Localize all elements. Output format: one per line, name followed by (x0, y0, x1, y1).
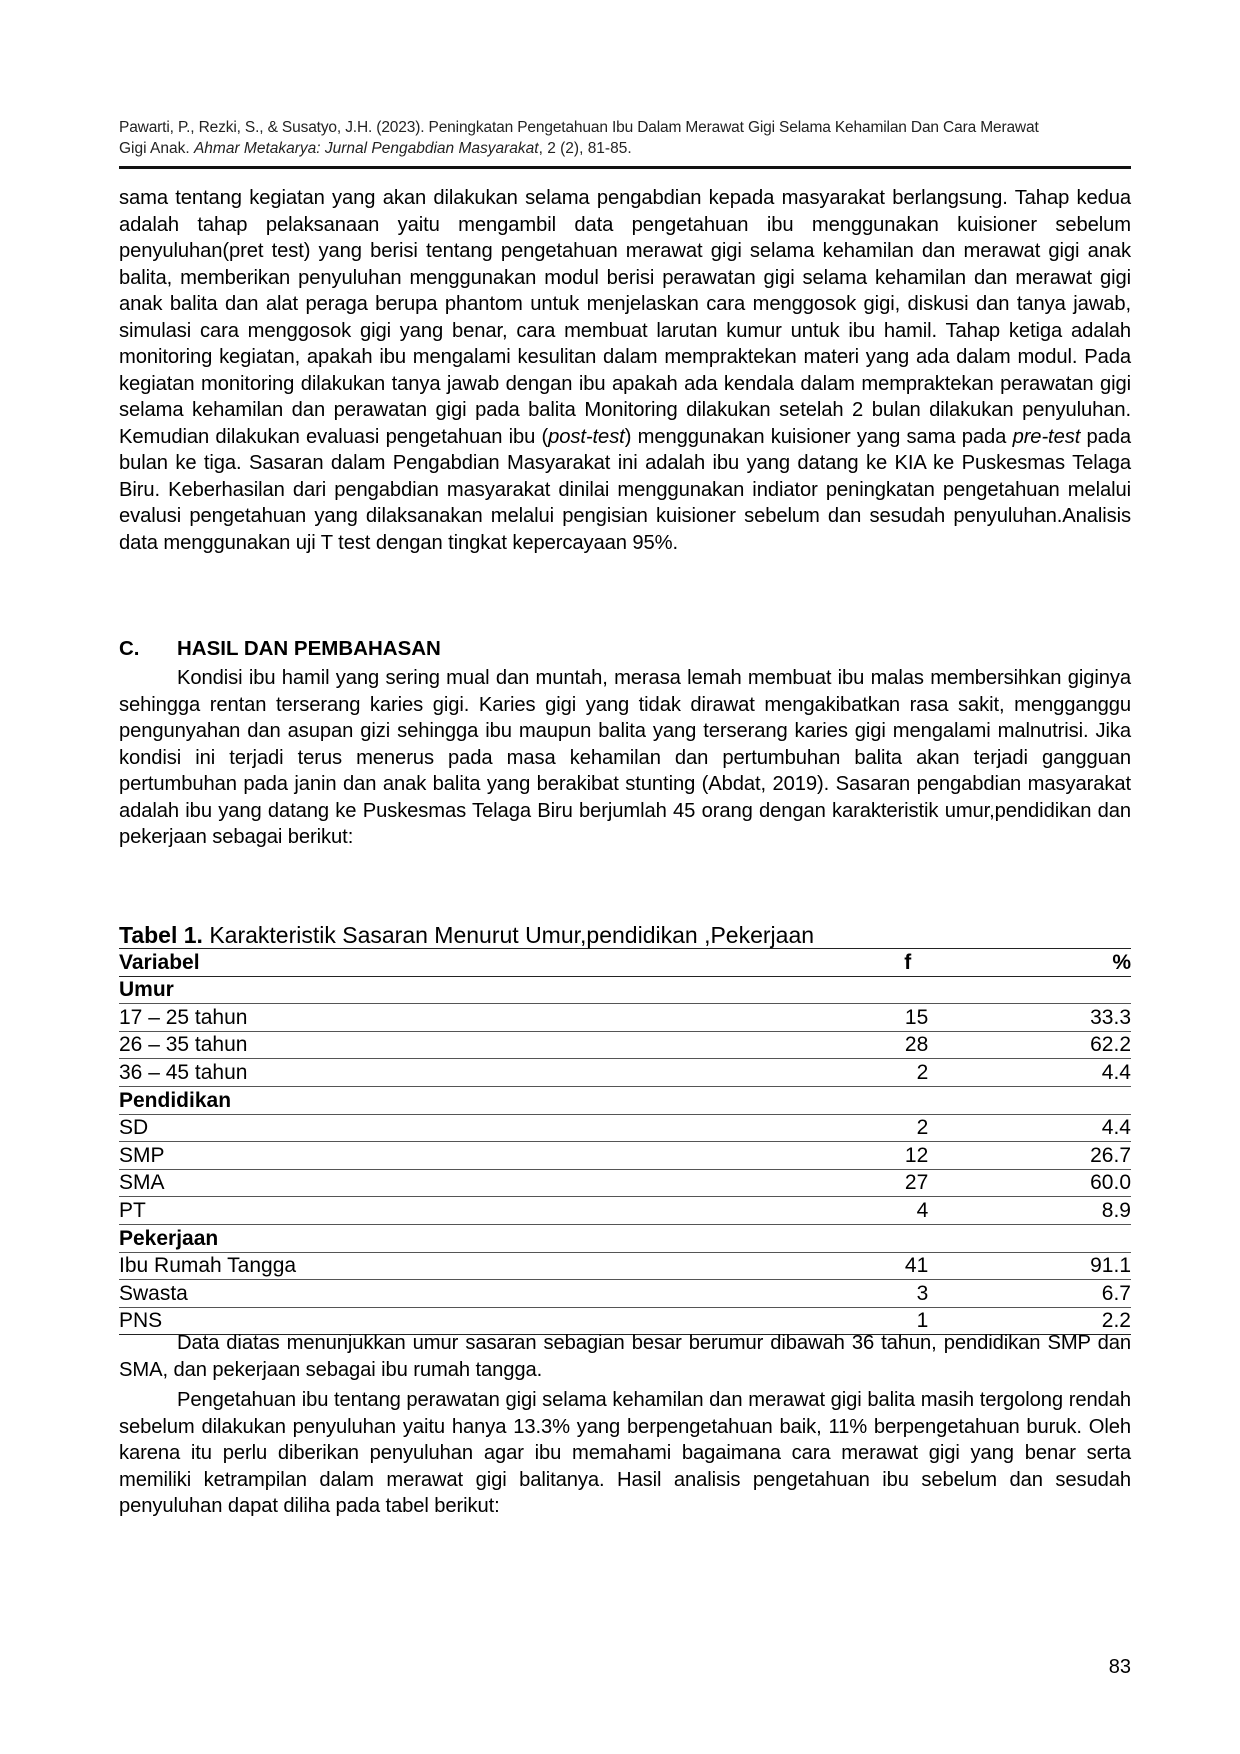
table-row (119, 1169, 1131, 1197)
table-group-row (119, 1224, 1131, 1252)
row-label: SD (119, 1116, 149, 1140)
section-title: HASIL DAN PEMBAHASAN (177, 637, 441, 660)
table-row (119, 1280, 1131, 1308)
discussion-paragraph-2: Pengetahuan ibu tentang perawatan gigi selama kehamilan dan merawat gigi balita masih tergolong rendah sebelum dilakukan penyuluhan yaitu hanya 13.3% yang berpengetahuan baik, 11% berpengetahuan buruk. Oleh karena itu perlu diberikan penyuluhan agar ibu memahami bagaimana cara merawat gigi yang benar serta memiliki ketrampilan dalam merawat gigi balitanya. Hasil analisis pengetahuan ibu sebelum dan sesudah penyuluhan dapat diliha pada tabel berikut: (119, 1389, 1131, 1517)
row-pct: 4.4 (1101, 1116, 1131, 1140)
discussion-paragraph-1: Data diatas menunjukkan umur sasaran sebagian besar berumur dibawah 36 tahun, pendidikan SMP dan SMA, dan pekerjaan sebagai ibu rumah tangga. (119, 1332, 1131, 1381)
table-row (119, 1142, 1131, 1170)
row-f: 1 (916, 1309, 929, 1333)
section-number: C. (119, 637, 140, 660)
section-heading-results (119, 636, 1131, 662)
row-f: 15 (904, 1005, 929, 1029)
row-label: 26 – 35 tahun (119, 1033, 248, 1057)
row-label: 36 – 45 tahun (119, 1060, 248, 1084)
methods-italic-post-test: post-test (548, 425, 625, 448)
methods-italic-pre-test: pre-test (1012, 425, 1081, 448)
row-pct: 62.2 (1090, 1033, 1131, 1057)
row-f: 4 (916, 1198, 929, 1222)
table-row (119, 1197, 1131, 1225)
table-group-row (119, 976, 1131, 1004)
row-f: 12 (904, 1143, 929, 1167)
row-pct: 8.9 (1101, 1198, 1131, 1222)
methods-text-part-1: sama tentang kegiatan yang akan dilakukan selama pengabdian kepada masyarakat berlangsung. Tahap kedua adalah tahap pelaksanaan yaitu mengambil data pengetahuan ibu menggunakan kuisioner sebelum penyuluhan(pret test) yang berisi tentang pengetahuan merawat gigi selama kehamilan dan merawat gigi anak balita, memberikan penyuluhan menggunakan modul berisi perawatan gigi selama kehamilan dan merawat gigi anak balita dan alat peraga berupa phantom untuk menjelaskan cara menggosok gigi, diskusi dan tanya jawab, simulasi cara menggosok gigi yang benar, cara membuat larutan kumur untuk ibu hamil. Tahap ketiga adalah monitoring kegiatan, apakah ibu mengalami kesulitan dalam mempraktekan materi yang ada dalam modul. Pada kegiatan monitoring dilakukan tanya jawab dengan ibu apakah ada kendala dalam mempraktekan perawatan gigi selama kehamilan dan perawatan gigi pada balita Monitoring dilakukan setelah 2 bulan dilakukan penyuluhan. Kemudian dilakukan evaluasi pengetahuan ibu ( (119, 187, 1131, 448)
methods-paragraph (119, 185, 1131, 556)
methods-text-part-3: pada bulan ke tiga. Sasaran dalam Pengabdian Masyarakat ini adalah ibu yang datang ke KIA ke Puskesmas Telaga Biru. Keberhasilan dari pengabdian masyarakat dinilai menggunakan indiator peningkatan pengetahuan melalui evalusi pengetahuan yang dilaksanakan melalui pengisian kuisioner sebelum dan sesudah penyuluhan.Analisis data menggunakan uji T test dengan tingkat kepercayaan 95%. (119, 425, 1131, 554)
row-label: PT (119, 1198, 146, 1222)
row-label: Ibu Rumah Tangga (119, 1254, 297, 1278)
citation-authors-tail: Gigi Anak. (119, 140, 194, 157)
row-label: Swasta (119, 1281, 188, 1305)
results-paragraph: Kondisi ibu hamil yang sering mual dan muntah, merasa lemah membuat ibu malas membersihkan giginya sehingga rentan terserang karies gigi. Karies gigi yang tidak dirawat mengakibatkan rasa sakit, mengganggu pengunyahan dan asupan gizi sehingga ibu maupun balita yang terserang karies gigi mengalami malnutrisi. Jika kondisi ini terjadi terus menerus pada masa kehamilan dan pertumbuhan balita akan terjadi gangguan pertumbuhan pada janin dan anak balita yang berakibat stunting (Abdat, 2019). Sasaran pengabdian masyarakat adalah ibu yang datang ke Puskesmas Telaga Biru berjumlah 45 orang dengan karakteristik umur,pendidikan dan pekerjaan sebagai berikut: (119, 667, 1131, 848)
group-label: Umur (119, 978, 174, 1002)
citation-line-1: Pawarti, P., Rezki, S., & Susatyo, J.H. (2023). Peningkatan Pengetahuan Ibu Dalam Merawat Gigi Selama Kehamilan Dan Cara Merawat (119, 119, 1039, 136)
journal-name: Ahmar Metakarya: Jurnal Pengabdian Masyarakat (193, 140, 539, 157)
methods-text-part-2: ) menggunakan kuisioner yang sama pada (624, 425, 1013, 448)
citation-volume-pages: , 2 (2), 81-85. (538, 140, 632, 157)
header-divider (119, 166, 1131, 169)
row-pct: 91.1 (1090, 1254, 1131, 1278)
row-label: PNS (119, 1309, 163, 1333)
table-1-caption-label: Tabel 1. (119, 922, 203, 948)
row-label: SMP (119, 1143, 165, 1167)
table-1-characteristics (119, 948, 1131, 1335)
row-pct: 60.0 (1090, 1171, 1131, 1195)
table-1-caption (119, 921, 1131, 949)
group-label: Pendidikan (119, 1088, 232, 1112)
table-row (119, 1114, 1131, 1142)
discussion-text-block (119, 1330, 1131, 1520)
table-header-row (119, 949, 1131, 977)
table-row (119, 1004, 1131, 1032)
row-f: 3 (916, 1281, 929, 1305)
header-f: f (904, 950, 912, 974)
row-pct: 4.4 (1101, 1060, 1131, 1084)
page-number: 83 (1108, 1656, 1131, 1678)
row-label: SMA (119, 1171, 165, 1195)
row-pct: 2.2 (1101, 1309, 1131, 1333)
results-text-block (119, 665, 1131, 851)
group-label: Pekerjaan (119, 1226, 219, 1250)
table-row (119, 1059, 1131, 1087)
table-row (119, 1031, 1131, 1059)
header-pct: % (1112, 950, 1131, 974)
table-1-caption-text: Karakteristik Sasaran Menurut Umur,pendidikan ,Pekerjaan (202, 922, 815, 948)
row-pct: 26.7 (1090, 1143, 1131, 1167)
table-group-row (119, 1086, 1131, 1114)
row-f: 2 (916, 1060, 929, 1084)
table-row (119, 1252, 1131, 1280)
row-pct: 33.3 (1090, 1005, 1131, 1029)
row-f: 27 (904, 1171, 929, 1195)
running-header-citation (119, 117, 1131, 159)
row-label: 17 – 25 tahun (119, 1005, 248, 1029)
row-f: 41 (904, 1254, 929, 1278)
methods-text-block (119, 185, 1131, 556)
row-f: 2 (916, 1116, 929, 1140)
header-variable: Variabel (119, 950, 200, 974)
row-pct: 6.7 (1101, 1281, 1131, 1305)
citation-line-2 (119, 138, 1131, 159)
row-f: 28 (904, 1033, 929, 1057)
